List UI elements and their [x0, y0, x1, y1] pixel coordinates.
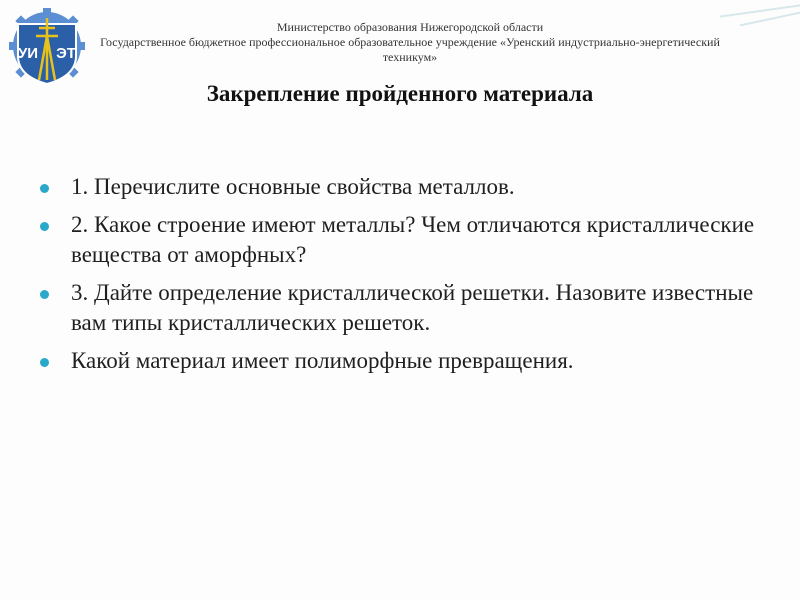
list-item-text: Какой материал имеет полиморфные превращения.	[71, 348, 574, 373]
logo-text-left: УИ	[17, 45, 39, 62]
slide-title: Закрепление пройденного материала	[206, 81, 594, 106]
college-logo-icon	[6, 6, 88, 88]
list-item	[40, 210, 760, 270]
logo-text-right: ЭТ	[56, 45, 76, 62]
header-ministry: Министерство образования Нижегородской области	[276, 20, 544, 34]
bullet-icon	[40, 222, 49, 231]
bullet-icon	[40, 184, 49, 193]
list-item-text: 1. Перечислите основные свойства металлов.	[71, 174, 515, 199]
list-item	[40, 172, 760, 202]
bullet-icon	[40, 358, 49, 367]
list-item	[40, 346, 760, 376]
list-item	[40, 278, 760, 338]
bullet-icon	[40, 290, 49, 299]
header-institution: Государственное бюджетное профессиональное образовательное учреждение «Уренский индустриально-энергетический техникум»	[100, 35, 720, 64]
question-list	[40, 172, 760, 384]
corner-decoration	[710, 0, 800, 28]
list-item-text: 2. Какое строение имеют металлы? Чем отличаются кристаллические вещества от аморфных?	[71, 212, 755, 267]
list-item-text: 3. Дайте определение кристаллической решетки. Назовите известные вам типы кристаллических решеток.	[71, 280, 754, 335]
